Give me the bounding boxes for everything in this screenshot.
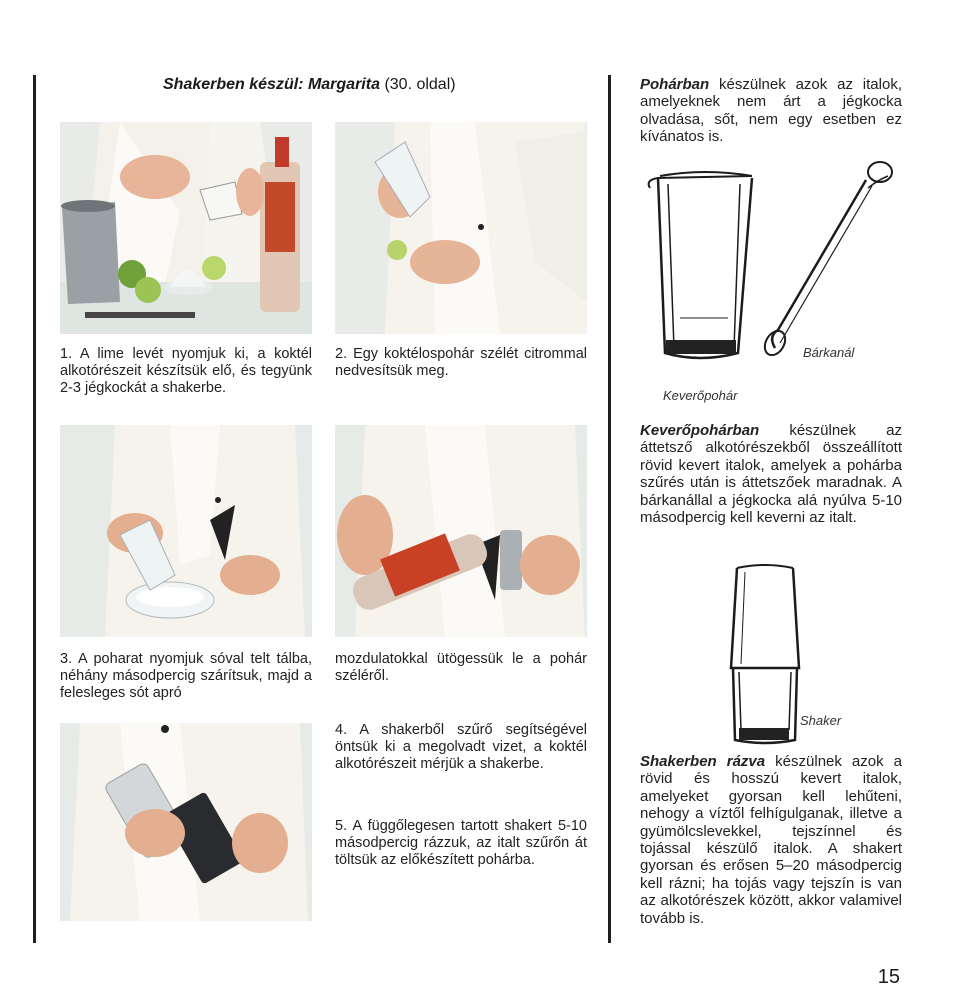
header-recipe: Margarita [307, 76, 380, 93]
label-shaker: Shaker [800, 713, 842, 728]
caption-step-1: 1. A lime levét nyomjuk ki, a koktél alkotórészeit készítsük elő, és tegyünk 2-3 jégkockát a shakerbe. [60, 346, 312, 396]
photo-step-4 [335, 425, 587, 637]
paragraph-shaker-bold: Shakerben rázva [640, 753, 766, 770]
left-column-rule [33, 75, 36, 943]
paragraph-glass [640, 76, 902, 146]
photo-step-2 [335, 122, 587, 334]
paragraph-mixing-glass [640, 422, 902, 526]
caption-step-2: 2. Egy koktélospohár szélét citrommal nedvesítsük meg. [335, 346, 587, 379]
page-number: 15 [877, 966, 900, 988]
photo-step-3 [60, 425, 312, 637]
paragraph-mixing-glass-bold: Keverőpohárban [640, 422, 760, 439]
caption-step-3-continued: mozdulatokkal ütögessük le a pohár széléről. [335, 651, 587, 684]
paragraph-glass-text: készülnek azok az italok, amelyeknek nem árt a jégkocka olvadása, sőt, nem egy esetben ez kívánatos is. [640, 76, 902, 146]
label-mixing-glass: Keverőpohár [663, 388, 738, 403]
photo-step-1 [60, 122, 312, 334]
header-ref: (30. oldal) [384, 76, 456, 93]
paragraph-shaker [640, 753, 902, 927]
caption-step-4: 4. A shakerből szűrő segítségével öntsük ki a megolvadt vizet, a koktél alkotórészeit mérjük a shakerbe. [335, 722, 587, 772]
mixing-glass-illustration [640, 158, 910, 373]
caption-step-5: 5. A függőlegesen tartott shakert 5-10 másodpercig rázzuk, az italt szűrőn át töltsük az előkészített pohárba. [335, 818, 587, 868]
shaker-illustration [725, 560, 805, 745]
label-bar-spoon: Bárkanál [803, 345, 855, 360]
paragraph-mixing-glass-text: készülnek az áttetsző alkotórészekből összeállított rövid kevert italok, amelyek a pohárba szűrés után is áttetszőek maradnak. A bárkanállal a jégkocka alá nyúlva 5-10 másodpercig kell keverni az italt. [640, 422, 902, 527]
paragraph-glass-bold: Pohárban [640, 76, 710, 93]
header-label: Shakerben készül: [163, 76, 304, 93]
caption-step-3: 3. A poharat nyomjuk sóval telt tálba, néhány másodpercig szárítsuk, majd a felesleges sót apró [60, 651, 312, 701]
recipe-header [163, 76, 456, 94]
middle-column-rule [608, 75, 611, 943]
photo-step-5 [60, 723, 312, 921]
paragraph-shaker-text: készülnek azok a rövid és hosszú kevert italok, amelyeket gyorsan kell lehűteni, nehogy a víztől felhígulganak, illetve a gyümölcslevekkel, tejszínnel és tojással készülő italok. A shakert gyorsan és erősen 5–20 másodpercig kell rázni; ha tojás vagy tejszín is van az alkotórészek között, akkor valamivel tovább is. [640, 753, 903, 927]
